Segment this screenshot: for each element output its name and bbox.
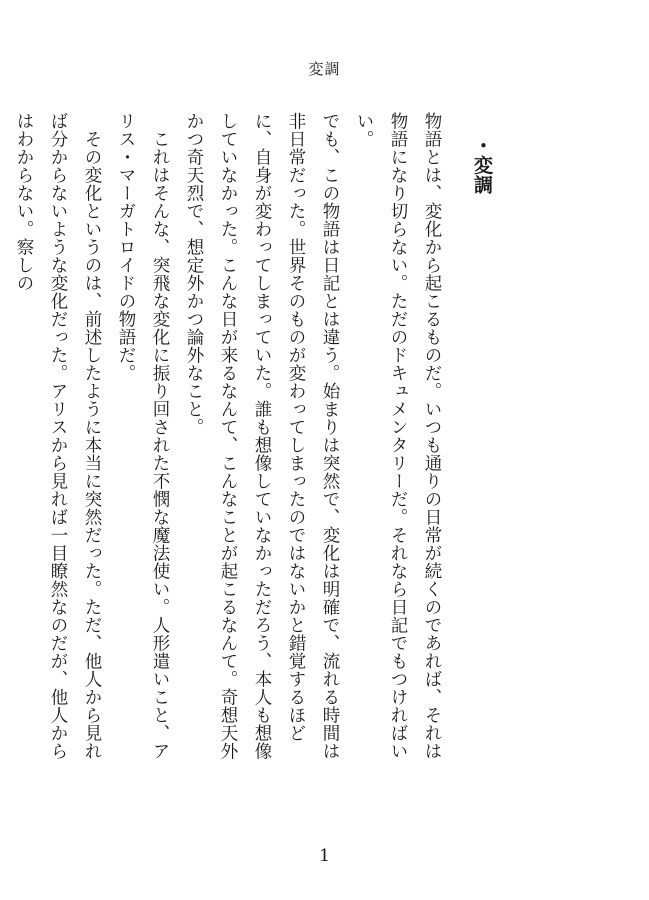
- paragraph-3: これはそんな、突飛な変化に振り回された不憫な魔法使い。人形遣いこと、アリス・マーガトロイドの物語だ。: [116, 112, 170, 760]
- page-number: 1: [319, 846, 330, 866]
- paragraph-2: でも、この物語は日記とは違う。始まりは突然で、変化は明確で、流れる時間は非日常だった。世界そのものが変わってしまったのではないかと錯覚するほどに、自身が変わってしまっていた。誰も想像していなかっただろう、本人も想像していなかった。こんな日が来るなんて、こんなことが起こるなんて。奇想天外かつ奇天烈で、想定外かつ論外なこと。: [184, 112, 340, 760]
- vertical-body-text: [14, 112, 499, 772]
- paragraph-4: その変化というのは、前述したように本当に突然だった。ただ、他人から見れば分からないような変化だった。アリスから見れば一目瞭然なのだが、他人からはわからない。察しの: [14, 112, 102, 760]
- chapter-title: ・変調: [471, 136, 493, 195]
- paragraph-1: 物語とは、変化から起こるものだ。いつも通りの日常が続くのであれば、それは物語になり切らない。ただのドキュメンタリーだ。それなら日記でもつければいい。: [354, 112, 442, 760]
- running-header: 変調: [308, 60, 341, 78]
